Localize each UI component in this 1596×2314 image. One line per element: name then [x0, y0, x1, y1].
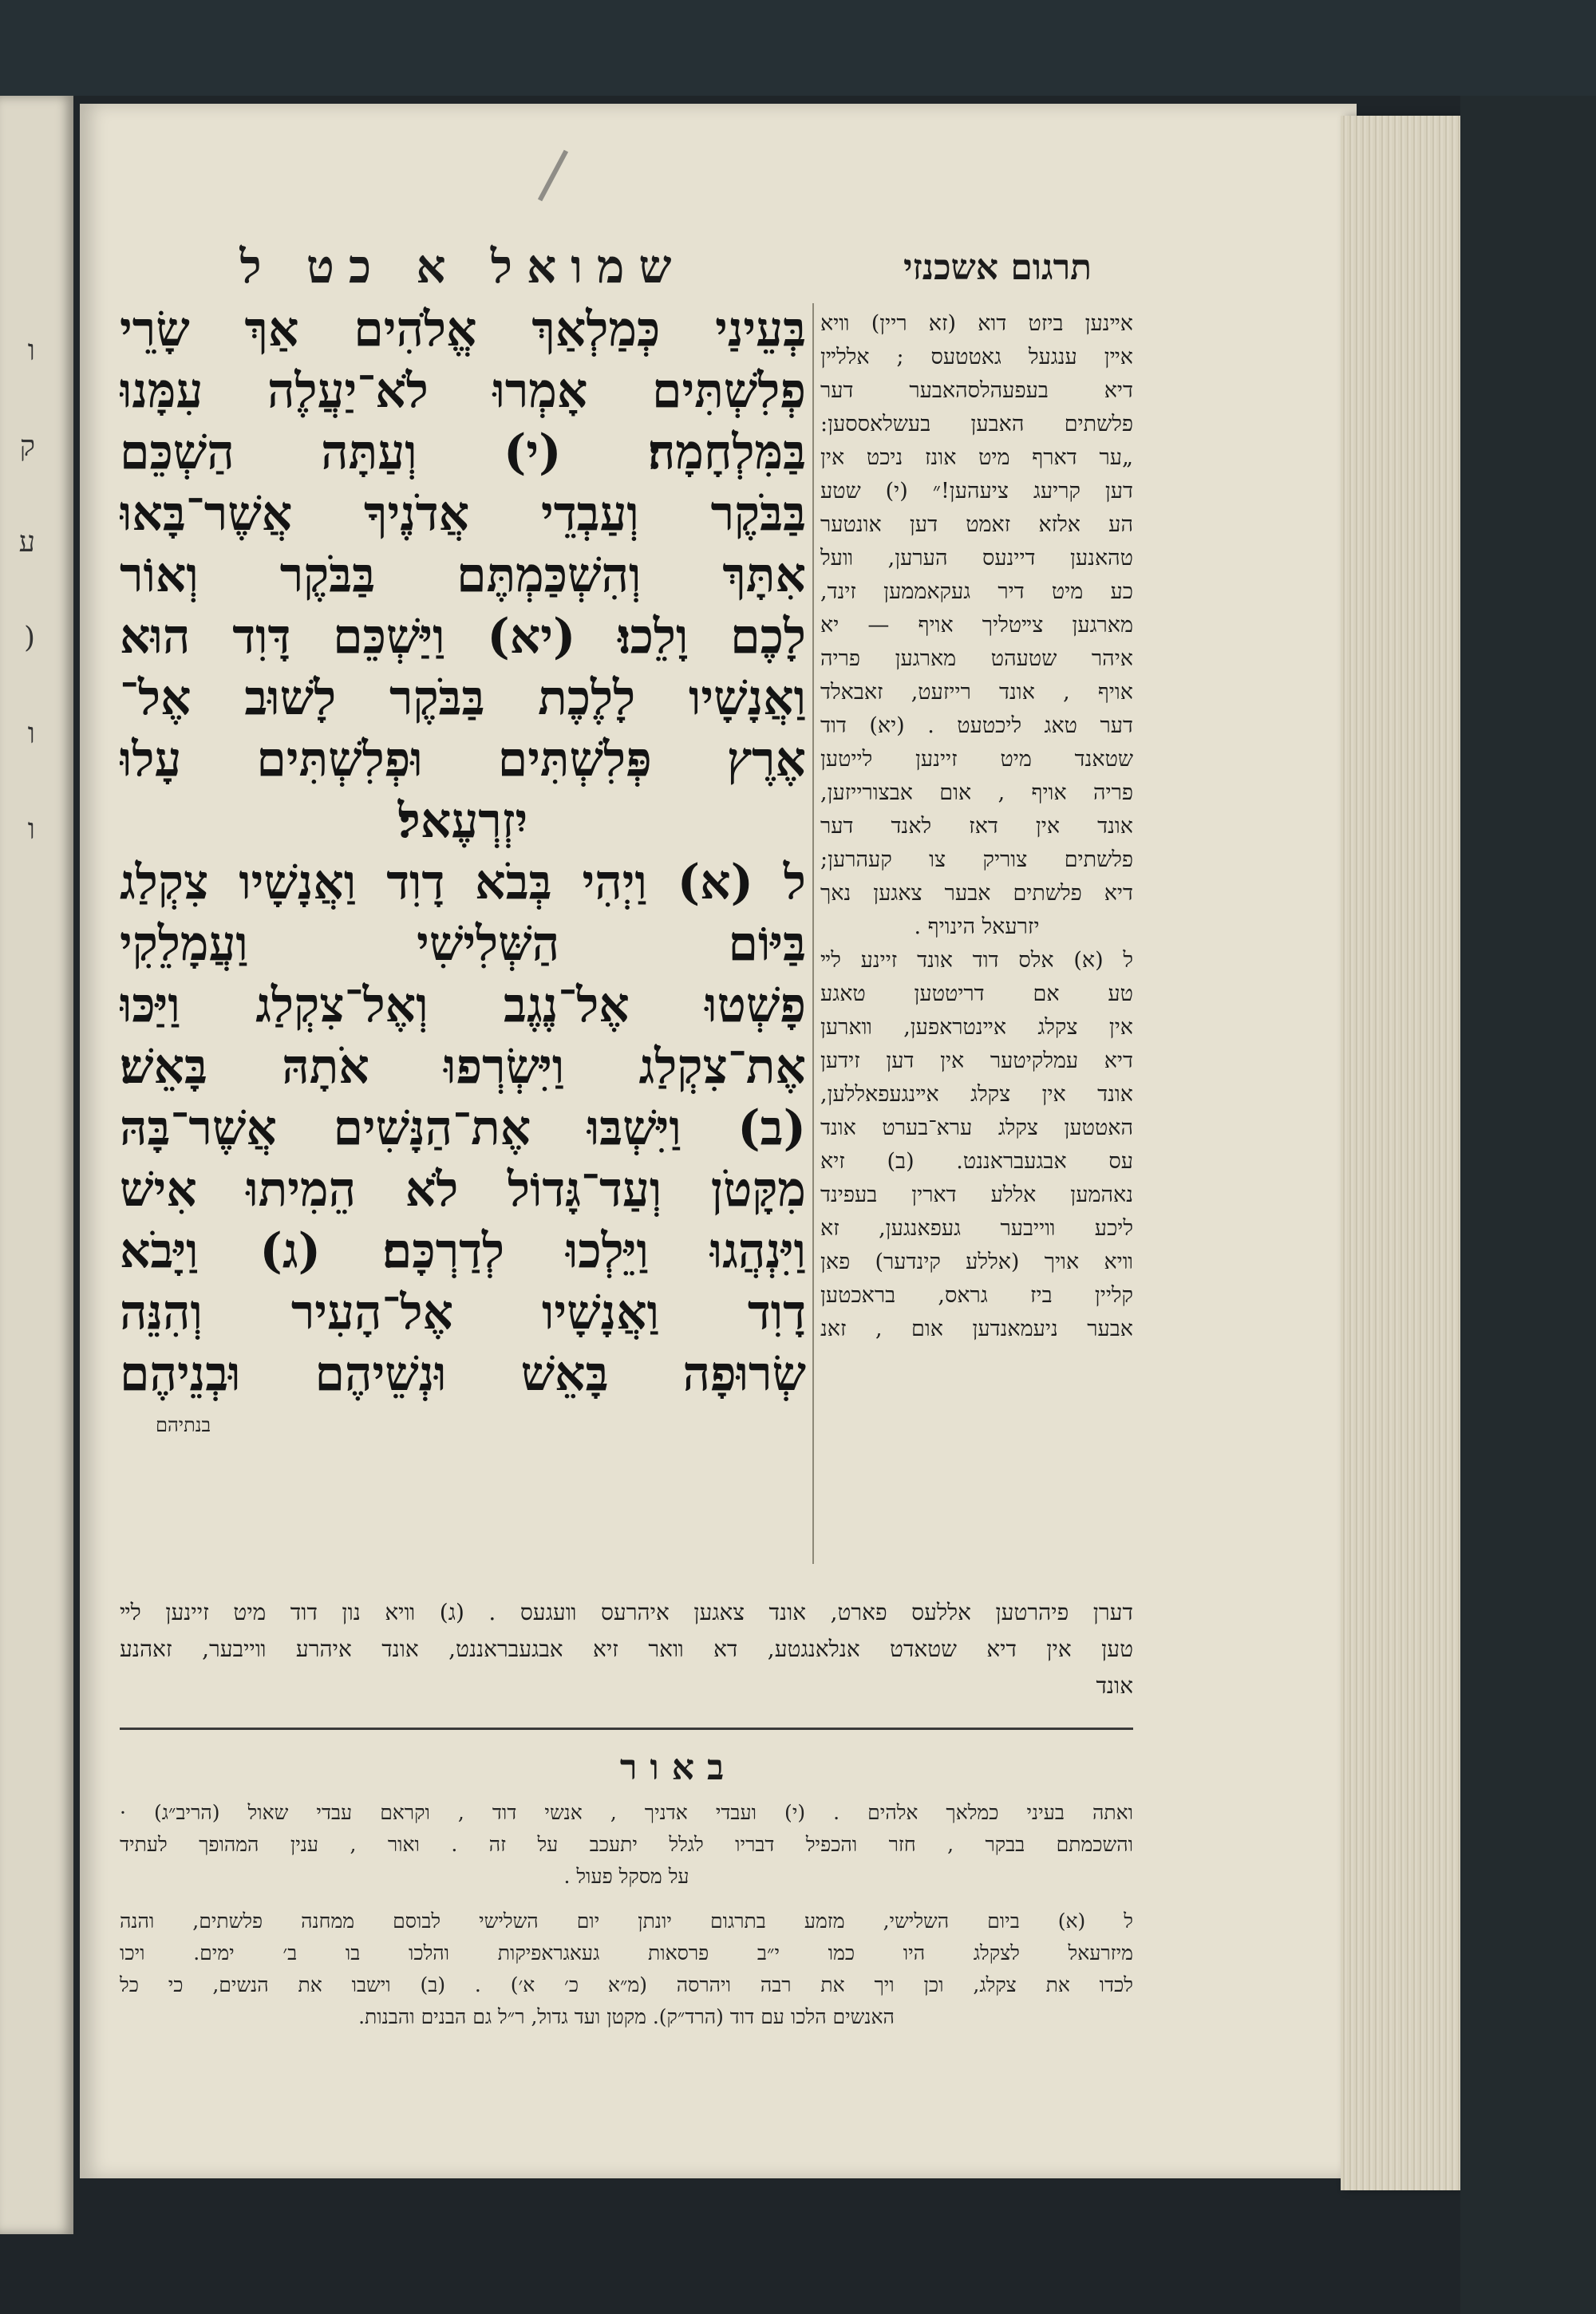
yiddish-line: דער טאג ליכטעט . (יא) דוד — [820, 713, 1133, 738]
hebrew-line: פָשְׁטוּ אֶל־נֶגֶב וְאֶל־צִקְלַג וַיַּכּוּ — [120, 977, 806, 1033]
page-stack-edges — [1341, 116, 1460, 2190]
yiddish-line: אויף , אונד רייזעט, זאבאלד — [820, 680, 1133, 705]
hebrew-line: לָכֶם וָלֵכוּ׃ (יא) וַיַּשְׁכֵּם דָּוִד הוּא — [120, 609, 806, 665]
commentary-line: על מסקל פעול . — [563, 1865, 689, 1888]
section-rule — [120, 1728, 1133, 1730]
yiddish-line: נאהמען אללע דארין בעפינד — [820, 1183, 1133, 1207]
yiddish-line: האטטען צקלג ערא־בערט אונד — [820, 1116, 1133, 1140]
column-divider — [812, 303, 814, 1564]
hebrew-line: אֶרֶץ פְּלִשְׁתִּים וּפְלִשְׁתִּים עָלוּ — [120, 732, 806, 788]
translation-continuation-line: דערן פיהרטען אללעס פארט, אונד צאגען איהרעס װעגעס . (ג) װיא נון דוד מיט זיינען לײ — [120, 1599, 1133, 1625]
yiddish-line: טע אם דריטטען טאגע — [820, 981, 1133, 1006]
commentary-line: ואתה בעיני כמלאך אלהים . (י) ועבדי אדניך , אנשי דוד , וקראם עבדי שאול (הריב״ג) · — [120, 1801, 1133, 1824]
yiddish-line: דיא עמלקיטער אין דען זידען — [820, 1048, 1133, 1073]
hebrew-line: בַּמִּלְחָמָה׃ (י) וְעַתָּה הַשְׁכֵּם — [120, 424, 806, 480]
hebrew-line: בְּעֵינַי כְּמַלְאַךְ אֱלֹהִים אַךְ שָׂרֵי — [120, 302, 806, 357]
yiddish-line: פלשתים האבען בעשלאססען: — [820, 412, 1133, 436]
yiddish-line: כע מיט דיר געקאממען זינד, — [820, 579, 1133, 604]
yiddish-line: עס אבגעבראננט. (ב) זיא — [820, 1149, 1133, 1174]
hebrew-line: וַיִּנְהֲגוּ וַיֵּלְכוּ לְדַרְכָּם׃ (ג) וַיָּבֹא — [120, 1223, 806, 1279]
commentary-line: ל (א) ביום השלישי, מזמע בתרגום יונתן יום השלישי לבוסם ממחנה פלשתים, והנה — [120, 1909, 1133, 1933]
yiddish-line: דיא פלשתים אבער צאגען נאך — [820, 881, 1133, 906]
yiddish-line: מארגען צײטליך אויף — יא — [820, 613, 1133, 638]
hebrew-line: בַּבֹּקֶר וְעַבְדֵי אֲדֹנֶיךָ אֲשֶׁר־בָּאוּ — [120, 486, 806, 542]
left-page-marks: ו ק ע ( ו ו — [18, 334, 35, 846]
yiddish-line: דען קריעג ציעהען!״ (י) שטע — [820, 479, 1133, 503]
yiddish-line: אײן ענגעל גאטטעס ; אללײן — [820, 345, 1133, 369]
hebrew-line: אִתָּךְ וְהִשְׁכַּמְתֶּם בַּבֹּקֶר וְאוֹר — [120, 547, 806, 603]
hebrew-line: אֶת־צִקְלַג וַיִּשְׂרְפוּ אֹתָהּ בָּאֵשׁ׃ — [120, 1039, 806, 1095]
hebrew-text-column — [120, 299, 806, 1445]
hebrew-line: (ב) וַיִּשְׁבּוּ אֶת־הַנָּשִׁים אֲשֶׁר־בָּהּ — [120, 1100, 806, 1156]
hebrew-line: שְׂרוּפָה בָּאֵשׁ וּנְשֵׁיהֶם וּבְנֵיהֶם — [120, 1346, 806, 1402]
hebrew-running-head: שמואל א כט ל — [239, 239, 686, 294]
hebrew-line: דָוִד וַאֲנָשָׁיו אֶל־הָעִיר וְהִנֵּה — [120, 1285, 806, 1341]
yiddish-line: ל (א) אלס דוד אונד זיינע לײ — [820, 948, 1133, 973]
yiddish-line: קליין ביז גראס, בראכטען — [820, 1283, 1133, 1308]
yiddish-line: דיא בעפעהלסהאבער דער — [820, 378, 1133, 403]
hebrew-line: ל (א) וַיְהִי בְּבֹא דָוִד וַאֲנָשָׁיו צִקְלַג — [120, 855, 806, 910]
hebrew-line: וַאֲנָשָׁיו לָלֶכֶת בַּבֹּקֶר לָשׁוּב אֶל־ — [120, 670, 806, 726]
yiddish-line: פריה אויף , אום אבצורייזען, — [820, 780, 1133, 805]
hebrew-catchword: בנתיהם — [156, 1414, 211, 1436]
yiddish-line: אײנען ביזט דוא (זא ריין) װיא — [820, 311, 1133, 336]
yiddish-line: טהאנען דיינעס הערען, װעל — [820, 546, 1133, 571]
translation-continuation-line: טען אין דיא שטאדט אנלאנגטע, דא װאר זיא אבגעבראננט, אונד איהרע װייבער, זאהנע — [120, 1636, 1133, 1662]
translation-continuation-line: אונד — [1096, 1672, 1133, 1699]
yiddish-line: פלשתים צוריק צו קעהרען; — [820, 847, 1133, 872]
yiddish-line: איהר שטעהט מארגען פריה — [820, 646, 1133, 671]
yiddish-line: הע אלזא זאמט דען אונטער — [820, 512, 1133, 537]
commentary-line: והשכמתם בבקר , חזר והכפיל דבריו לגלל יתעכב על זה . ואור , ענין המהופך לעתיד — [120, 1833, 1133, 1856]
yiddish-line: אין צקלג אײנטראפען, װארען — [820, 1015, 1133, 1040]
yiddish-line: װיא אויך (אללע קינדער) פאן — [820, 1250, 1133, 1274]
book-cover-right — [1460, 96, 1596, 2314]
left-page-edge — [0, 96, 73, 2234]
hebrew-line: מִקָּטֹן וְעַד־גָּדוֹל לֹא הֵמִיתוּ אִישׁ — [120, 1162, 806, 1218]
yiddish-line: „ער דארף מיט אונז ניכט אין — [820, 445, 1133, 470]
hebrew-line: יִזְרְעֶאל׃ — [397, 793, 528, 849]
beur-heading: באור — [619, 1747, 737, 1788]
commentary-line: לכדו את צקלג, וכן ויך את רבה ויהרסה (מ״א כ׳ א׳) . (ב) וישבו את הנשים, כי כל — [120, 1973, 1133, 1996]
commentary-line: האנשים הלכו עם דוד (הרד״ק). מקטן ועד גדול, ר״ל גם הבנים והבנות. — [358, 2005, 895, 2028]
yiddish-line: אבער ניעמאנדען אום , זאנ — [820, 1317, 1133, 1341]
yiddish-line: ליכע װייבער געפאנגען, זא — [820, 1216, 1133, 1241]
hebrew-line: פְלִשְׁתִּים אָמְרוּ לֹא־יַעֲלֶה עִמָּנוּ — [120, 363, 806, 419]
yiddish-line: אונד אין דאז לאנד דער — [820, 814, 1133, 839]
hebrew-line: בַּיּוֹם הַשְּׁלִישִׁי וַעֲמָלֵקִי — [120, 916, 806, 972]
yiddish-line: יזרעאל הינויף . — [914, 914, 1040, 939]
yiddish-translation-column — [820, 307, 1133, 1346]
background-top — [0, 0, 1596, 96]
yiddish-running-head: תרגום אשכנזי — [903, 247, 1092, 288]
yiddish-line: אונד אין צקלג אײנגעפאללען, — [820, 1082, 1133, 1107]
yiddish-line: שטאנד מיט זיינען לייטען — [820, 747, 1133, 772]
commentary-line: מיזרעאל לצקלג היו כמו י״ב פרסאות געאגראפיקות והלכו בו ב׳ ימים. ויכו — [120, 1941, 1133, 1965]
